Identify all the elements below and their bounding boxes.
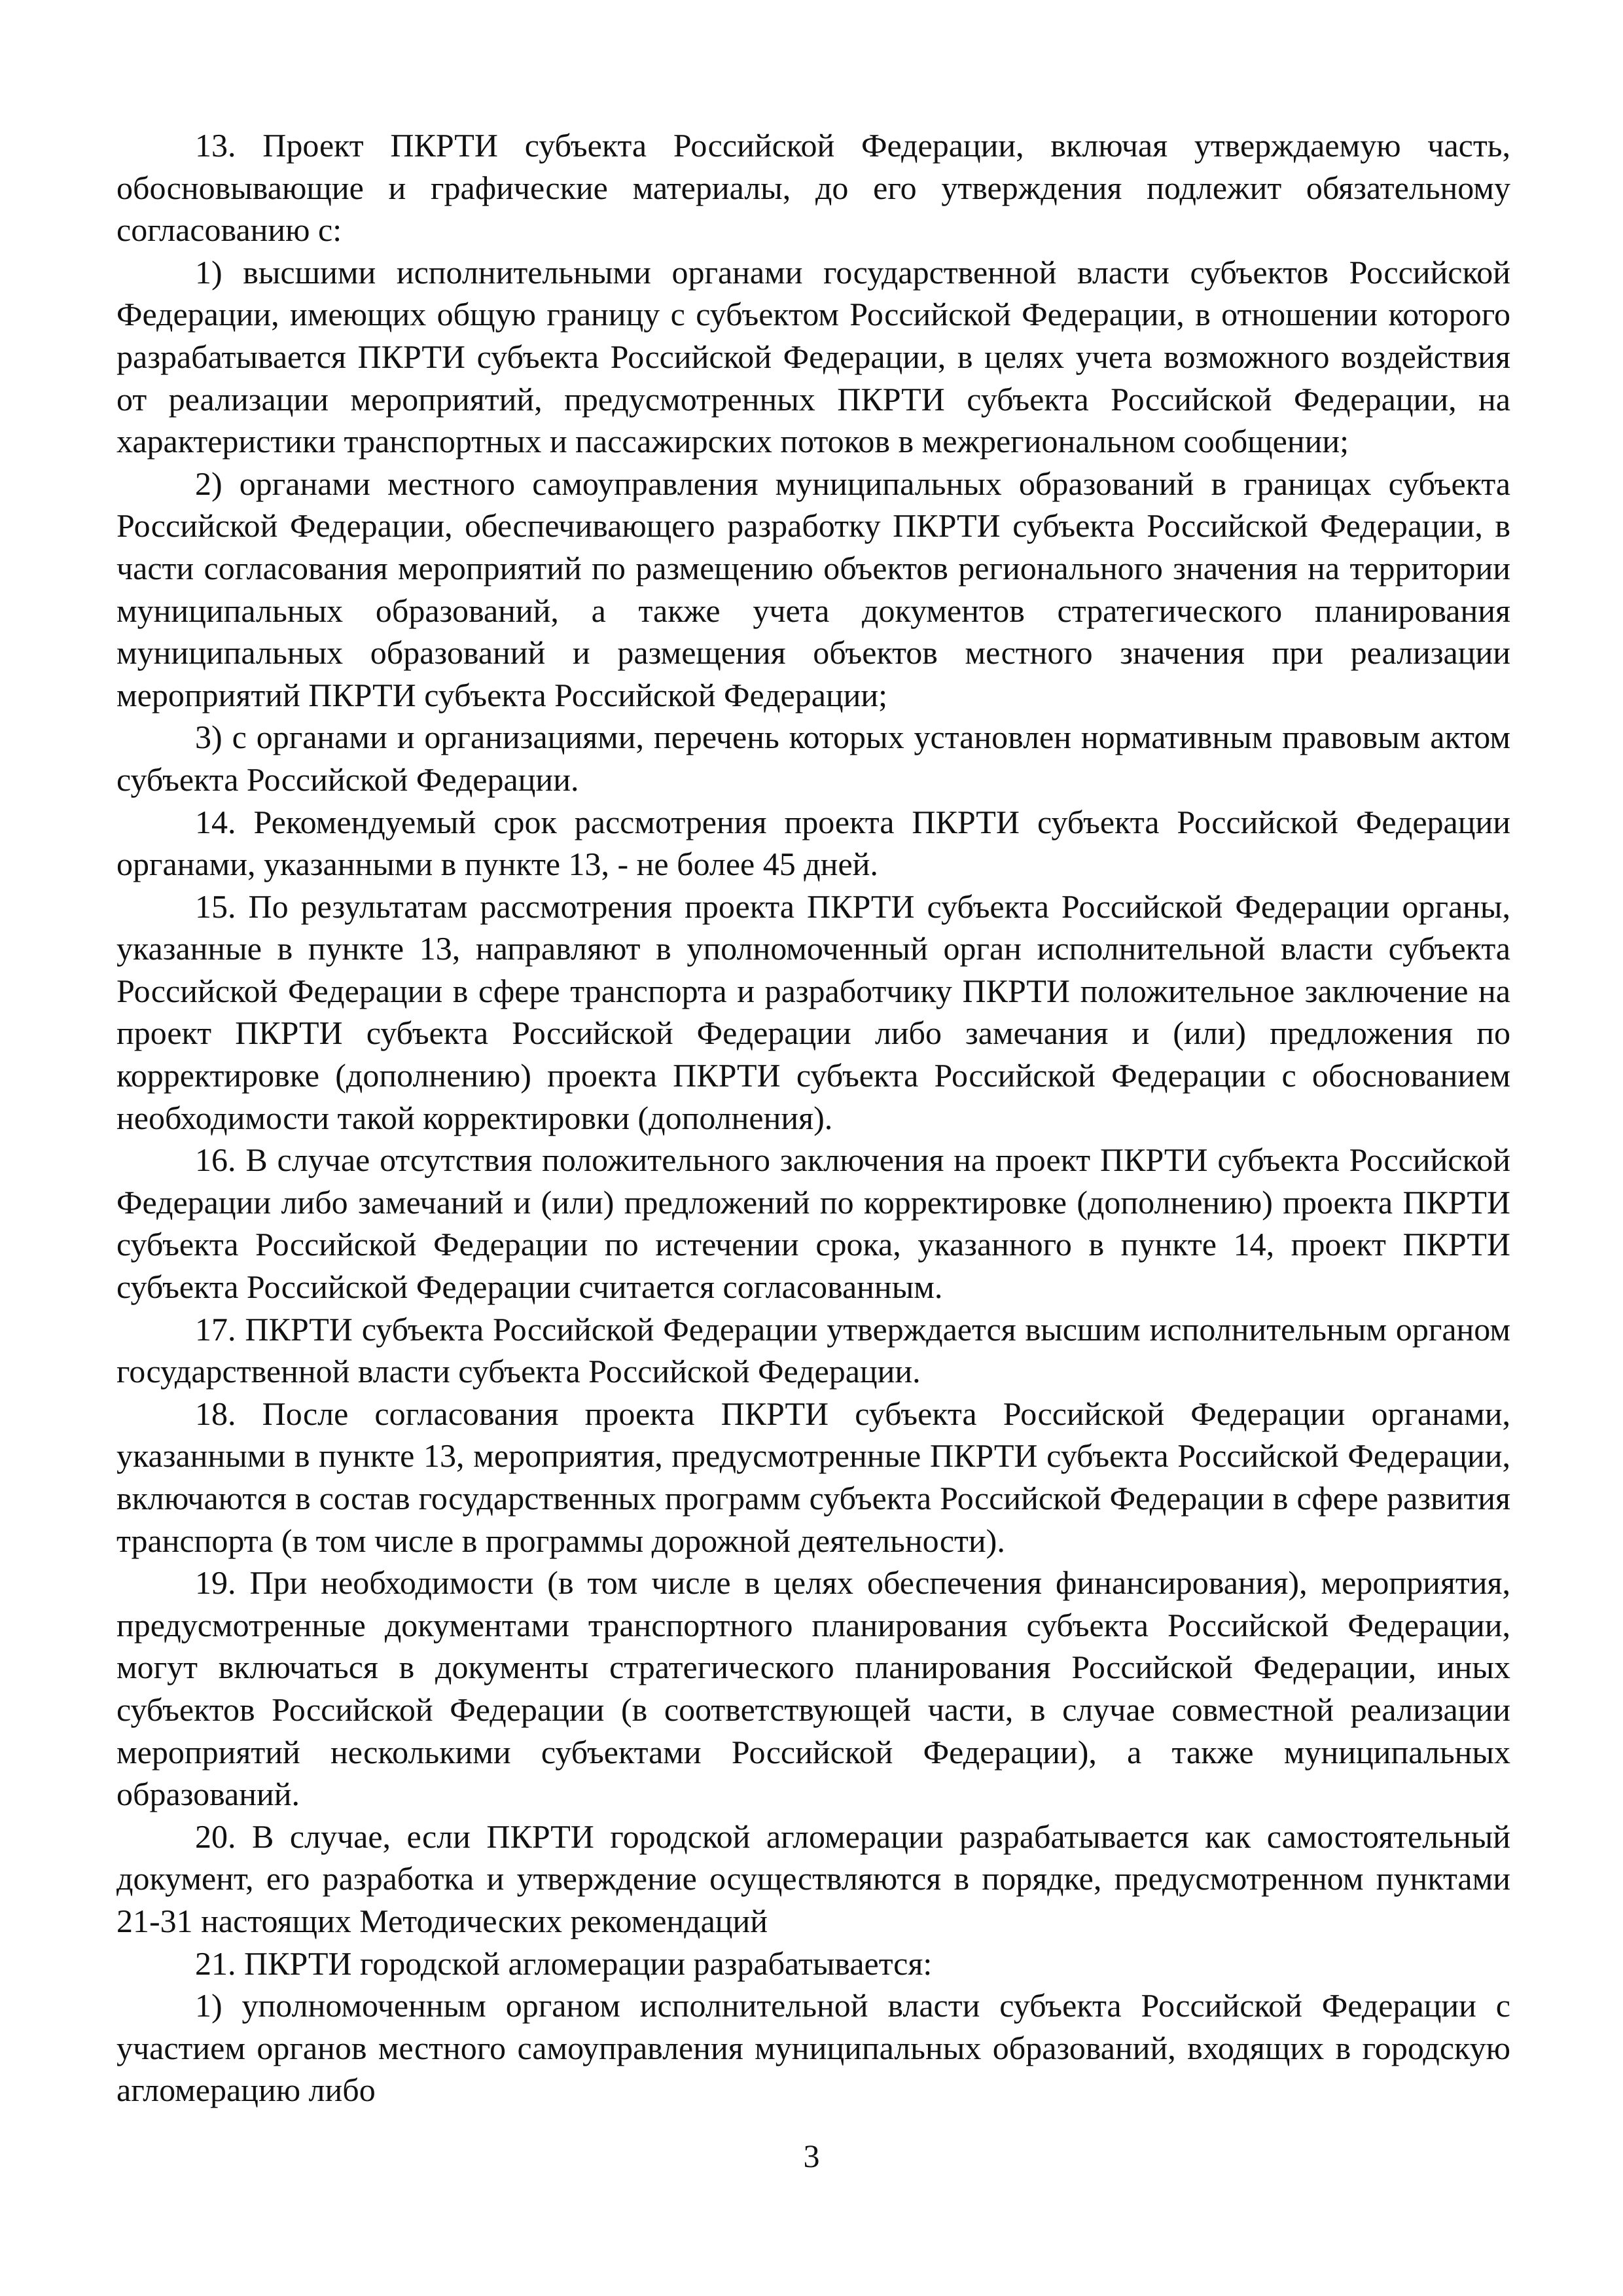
paragraph-13-item-3: 3) с органами и организациями, перечень которых установлен нормативным правовым актом субъекта Российской Федерации. (116, 719, 1510, 798)
paragraph-19: 19. При необходимости (в том числе в целях обеспечения финансирования), мероприятия, предусмотренные документами транспортного планирования субъекта Российской Федерации, могут включаться в документы стратегического планирования Российской Федерации, иных субъектов Российской Федерации (в соответствующей части, в случае совместной реализации мероприятий несколькими субъектами Российской Федерации), а также муниципальных образований. (116, 1564, 1510, 1813)
document-body (116, 124, 1510, 2111)
paragraph-15: 15. По результатам рассмотрения проекта ПКРТИ субъекта Российской Федерации органы, указанные в пункте 13, направляют в уполномоченный орган исполнительной власти субъекта Российской Федерации в сфере транспорта и разработчику ПКРТИ положительное заключение на проект ПКРТИ субъекта Российской Федерации либо замечания и (или) предложения по корректировке (дополнению) проекта ПКРТИ субъекта Российской Федерации с обоснованием необходимости такой корректировки (дополнения). (116, 888, 1510, 1136)
paragraph-20: 20. В случае, если ПКРТИ городской агломерации разрабатывается как самостоятельный документ, его разработка и утверждение осуществляются в порядке, предусмотренном пунктами 21-31 настоящих Методических рекомендаций (116, 1818, 1510, 1939)
paragraph-21-item-1: 1) уполномоченным органом исполнительной власти субъекта Российской Федерации с участием органов местного самоуправления муниципальных образований, входящих в городскую агломерацию либо (116, 1987, 1510, 2109)
paragraph-13: 13. Проект ПКРТИ субъекта Российской Федерации, включая утверждаемую часть, обосновывающие и графические материалы, до его утверждения подлежит обязательному согласованию с: (116, 127, 1510, 249)
page-number: 3 (803, 2138, 820, 2174)
paragraph-14: 14. Рекомендуемый срок рассмотрения проекта ПКРТИ субъекта Российской Федерации органами, указанными в пункте 13, - не более 45 дней. (116, 803, 1510, 883)
paragraph-16: 16. В случае отсутствия положительного заключения на проект ПКРТИ субъекта Российской Федерации либо замечаний и (или) предложений по корректировке (дополнению) проекта ПКРТИ субъекта Российской Федерации по истечении срока, указанного в пункте 14, проект ПКРТИ субъекта Российской Федерации считается согласованным. (116, 1141, 1510, 1306)
paragraph-17: 17. ПКРТИ субъекта Российской Федерации утверждается высшим исполнительным органом государственной власти субъекта Российской Федерации. (116, 1310, 1510, 1390)
paragraph-18: 18. После согласования проекта ПКРТИ субъекта Российской Федерации органами, указанными в пункте 13, мероприятия, предусмотренные ПКРТИ субъекта Российской Федерации, включаются в состав государственных программ субъекта Российской Федерации в сфере развития транспорта (в том числе в программы дорожной деятельности). (116, 1395, 1510, 1559)
paragraph-13-item-1: 1) высшими исполнительными органами государственной власти субъектов Российской Федерации, имеющих общую границу с субъектом Российской Федерации, в отношении которого разрабатывается ПКРТИ субъекта Российской Федерации, в целях учета возможного воздействия от реализации мероприятий, предусмотренных ПКРТИ субъекта Российской Федерации, на характеристики транспортных и пассажирских потоков в межрегиональном сообщении; (116, 253, 1510, 460)
paragraph-13-item-2: 2) органами местного самоуправления муниципальных образований в границах субъекта Российской Федерации, обеспечивающего разработку ПКРТИ субъекта Российской Федерации, в части согласования мероприятий по размещению объектов регионального значения на территории муниципальных образований, а также учета документов стратегического планирования муниципальных образований и размещения объектов местного значения при реализации мероприятий ПКРТИ субъекта Российской Федерации; (116, 465, 1510, 713)
paragraph-21: 21. ПКРТИ городской агломерации разрабатывается: (195, 1945, 933, 1982)
